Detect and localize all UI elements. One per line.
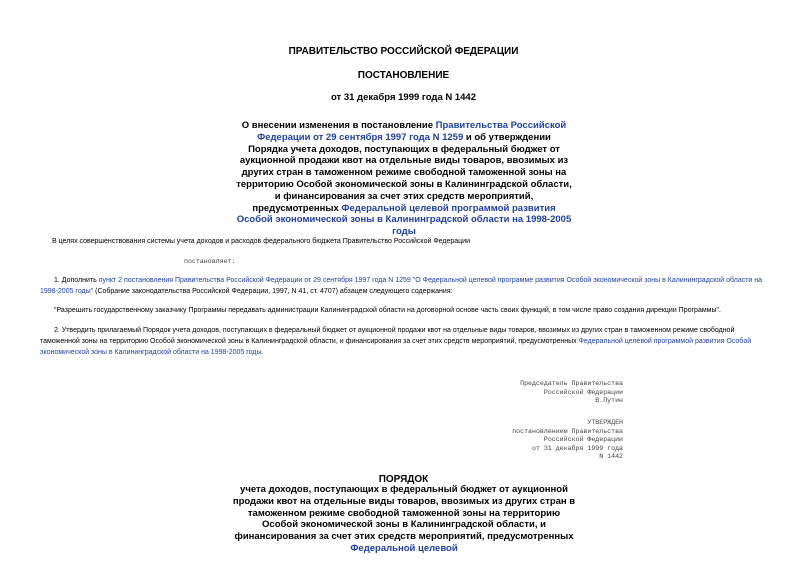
- document-date: от 31 декабря 1999 года N 1442: [330, 92, 476, 103]
- signature-block: [423, 380, 623, 406]
- quote-paragraph: "Разрешить государственному заказчику Программы передавать администрации Калининградской области на договорной основе часть своих функций, в том числе право создания дирекции Программы".: [54, 307, 721, 314]
- decree-word: постановляет:: [184, 258, 236, 265]
- signature-line-3: В.Путин: [595, 397, 623, 405]
- title-text-2: и об утверждении Порядка учета доходов, поступающих в федеральный бюджет от аукционной продажи квот на отдельные виды товаров, ввозимых из других стран в таможенном режиме свободной таможенной зоны на территорию Особой экономической зоны в Калининградской области, и финансирования за счет этих средств мероприятий, предусмотренных: [236, 131, 572, 214]
- p1-link-decree-1259[interactable]: Правительства Российской Федерации от 29 сентября 1997 года N 1259 "О Федеральной целевой программе развития Особой экономической зоны в Калининградской области на 1998-2005 годы": [40, 277, 763, 295]
- order-title-link[interactable]: Федеральной целевой: [350, 542, 458, 554]
- title-text-1: О внесении изменения в постановление: [241, 120, 436, 131]
- preamble: В целях совершенствования системы учета доходов и расходов федерального бюджета Правительство Российской Федерации: [52, 238, 470, 245]
- order-title-text: учета доходов, поступающих в федеральный бюджет от аукционной продажи квот на отдельные виды товаров, ввозимых из других стран в таможенном режиме свободной таможенной зоны на территорию Особой экономической зоны в Калининградской области, и финансирования за счет этих средств мероприятий, предусмотренных: [232, 484, 576, 543]
- p2-text-b: .: [261, 348, 264, 356]
- p1-text-a: 1. Дополнить: [54, 277, 99, 284]
- approval-block: [423, 419, 623, 462]
- signature-line-1: Председатель Правительства: [520, 380, 623, 387]
- p1-link-item-2[interactable]: пункт 2 постановления: [98, 277, 174, 284]
- order-title: [232, 484, 576, 555]
- paragraph-2: [40, 326, 772, 358]
- approval-line-2: постановлением Правительства: [512, 427, 623, 435]
- government-heading: ПРАВИТЕЛЬСТВО РОССИЙСКОЙ ФЕДЕРАЦИИ: [288, 46, 519, 57]
- order-heading: ПОРЯДОК: [378, 474, 429, 485]
- approval-line-5: N 1442: [599, 453, 623, 461]
- paragraph-1: [40, 276, 772, 298]
- document-kind: ПОСТАНОВЛЕНИЕ: [357, 70, 450, 81]
- title-link-program[interactable]: Федеральной целевой программой развития Особой экономической зоны в Калининградской области на 1998-2005 годы: [236, 202, 572, 238]
- signature-line-2: Российской Федерации: [543, 388, 623, 396]
- approval-line-1: УТВЕРЖДЕН: [587, 419, 623, 426]
- title-link-decree-1259[interactable]: Правительства Российской Федерации от 29 сентября 1997 года N 1259: [257, 120, 567, 143]
- p2-text-a: 2. Утвердить прилагаемый Порядок учета доходов, поступающих в федеральный бюджет от аукционной продажи квот на отдельные виды товаров, ввозимых из других стран в таможенном режиме свободной таможенной зоны на территорию Особой экономической зоны в Калининградской области, и финансирования за счет этих средств мероприятий, предусмотренных: [40, 327, 735, 345]
- p2-link-program[interactable]: Федеральной целевой программой развития Особой экономической зоны в Калининградской области на 1998-2005 годы: [40, 337, 752, 356]
- p1-text-c: (Собрание законодательства Российской Федерации, 1997, N 41, ст. 4707) абзацем следующего содержания:: [93, 287, 453, 295]
- approval-line-3: Российской Федерации: [543, 436, 623, 444]
- document-title: [236, 120, 572, 238]
- approval-line-4: от 31 декабря 1999 года: [531, 444, 623, 452]
